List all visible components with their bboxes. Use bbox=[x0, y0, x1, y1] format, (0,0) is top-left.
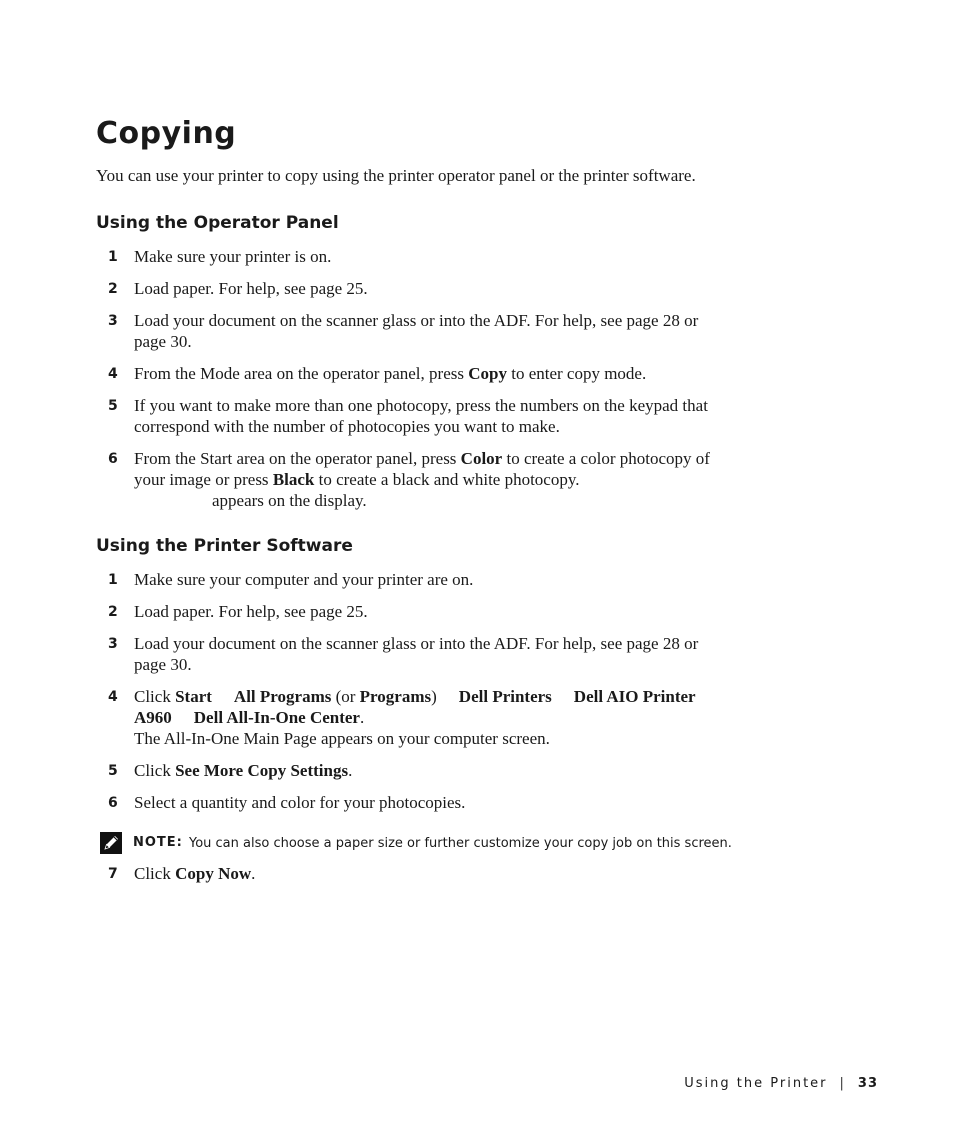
step-text bbox=[134, 686, 774, 707]
step-text: page 30. bbox=[134, 332, 192, 351]
step-text bbox=[134, 863, 774, 884]
step-number: 4 bbox=[108, 689, 118, 705]
text-run: your image or press bbox=[134, 470, 273, 489]
step-number: 6 bbox=[108, 451, 118, 467]
text-run: . bbox=[251, 864, 256, 883]
text-run: to create a color photocopy of bbox=[502, 449, 710, 468]
key-see-more-copy-settings: See More Copy Settings bbox=[175, 761, 349, 780]
text-run: (or bbox=[331, 687, 360, 706]
step-text: Make sure your printer is on. bbox=[134, 247, 332, 266]
text-run: . bbox=[359, 708, 365, 727]
page-number: 33 bbox=[857, 1076, 878, 1091]
note-label: NOTE: bbox=[133, 835, 183, 850]
text-run: . bbox=[348, 761, 353, 780]
step-number: 2 bbox=[108, 281, 118, 297]
step-number: 4 bbox=[108, 366, 118, 382]
step-number: 3 bbox=[108, 636, 118, 652]
key-start: Start bbox=[175, 687, 212, 706]
note-box bbox=[96, 832, 856, 856]
step-number: 2 bbox=[108, 604, 118, 620]
step-text: Load your document on the scanner glass or into the ADF. For help, see page 28 or bbox=[134, 311, 699, 330]
step-text bbox=[134, 707, 774, 728]
key-dell-aio-printer: Dell AIO Printer bbox=[573, 687, 696, 706]
step-number: 1 bbox=[108, 249, 118, 265]
step-text: Select a quantity and color for your photocopies. bbox=[134, 793, 466, 812]
key-black: Black bbox=[272, 470, 315, 489]
page-footer bbox=[684, 1076, 878, 1091]
text-run: to enter copy mode. bbox=[506, 364, 647, 383]
text-run: ) bbox=[431, 687, 437, 706]
step-text bbox=[134, 363, 774, 384]
text-run: Click bbox=[134, 864, 176, 883]
section-heading-operator-panel: Using the Operator Panel bbox=[96, 213, 339, 233]
key-color: Color bbox=[460, 449, 503, 468]
note-text: You can also choose a paper size or further customize your copy job on this screen. bbox=[189, 836, 732, 851]
key-copy: Copy bbox=[468, 364, 507, 383]
step-text: Make sure your computer and your printer are on. bbox=[134, 570, 474, 589]
step-number: 7 bbox=[108, 866, 118, 882]
key-dell-all-in-one-center: Dell All-In-One Center bbox=[193, 708, 360, 727]
step-text: The All-In-One Main Page appears on your computer screen. bbox=[134, 729, 550, 748]
step-number: 6 bbox=[108, 795, 118, 811]
step-text: page 30. bbox=[134, 655, 192, 674]
key-programs: Programs bbox=[359, 687, 432, 706]
text-run: From the Mode area on the operator panel, press bbox=[134, 364, 469, 383]
footer-section-title: Using the Printer bbox=[684, 1076, 828, 1091]
text-run: From the Start area on the operator panel, press bbox=[134, 449, 461, 468]
step-text: correspond with the number of photocopies you want to make. bbox=[134, 417, 560, 436]
key-a960: A960 bbox=[134, 708, 172, 727]
key-copy-now: Copy Now bbox=[175, 864, 252, 883]
step-number: 5 bbox=[108, 763, 118, 779]
section-heading-printer-software: Using the Printer Software bbox=[96, 536, 353, 556]
key-all-programs: All Programs bbox=[233, 687, 332, 706]
step-text: Load your document on the scanner glass or into the ADF. For help, see page 28 or bbox=[134, 634, 699, 653]
text-run: to create a black and white photocopy. bbox=[314, 470, 580, 489]
step-text bbox=[134, 760, 774, 781]
step-number: 1 bbox=[108, 572, 118, 588]
step-text: Load paper. For help, see page 25. bbox=[134, 602, 368, 621]
note-pencil-icon bbox=[100, 832, 122, 854]
intro-paragraph: You can use your printer to copy using the printer operator panel or the printer software. bbox=[96, 166, 696, 185]
footer-separator: | bbox=[839, 1076, 846, 1091]
step-text bbox=[134, 469, 774, 490]
page-title: Copying bbox=[96, 116, 237, 151]
step-text: appears on the display. bbox=[212, 491, 367, 510]
step-number: 3 bbox=[108, 313, 118, 329]
step-text: If you want to make more than one photocopy, press the numbers on the keypad that bbox=[134, 396, 708, 415]
text-run: Click bbox=[134, 687, 176, 706]
step-text bbox=[134, 448, 774, 469]
step-number: 5 bbox=[108, 398, 118, 414]
text-run: Click bbox=[134, 761, 176, 780]
key-dell-printers: Dell Printers bbox=[458, 687, 552, 706]
step-text: Load paper. For help, see page 25. bbox=[134, 279, 368, 298]
